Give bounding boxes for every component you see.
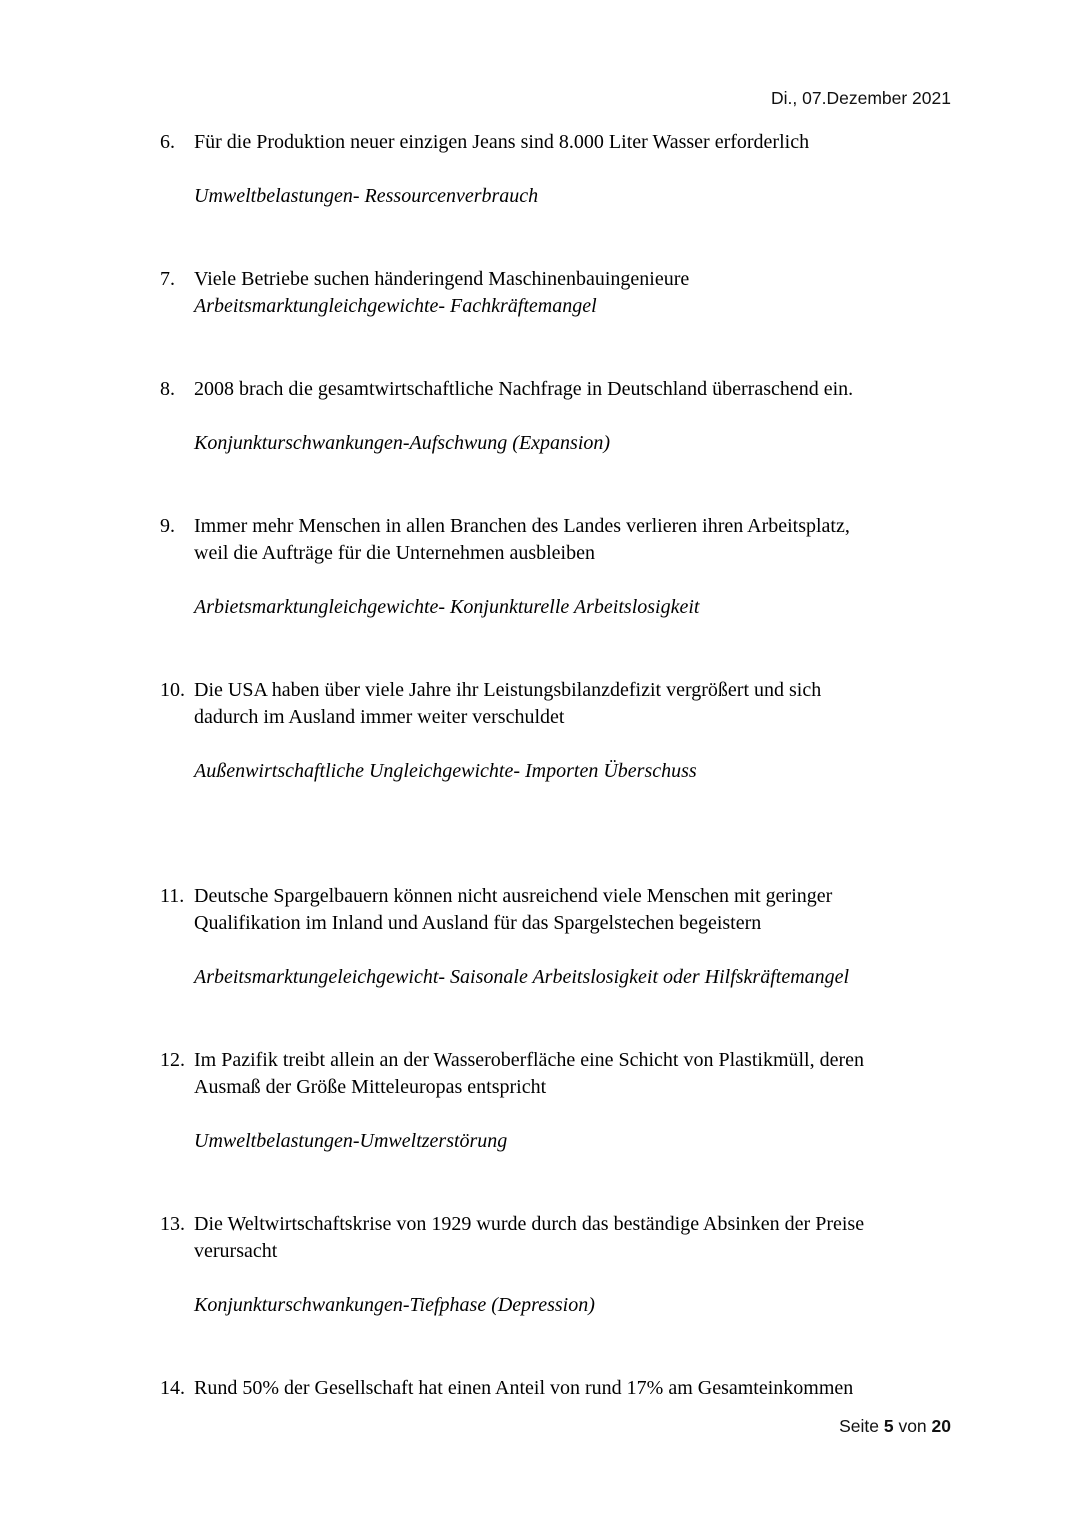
item-question	[194, 266, 960, 293]
item-answer: Außenwirtschaftliche Ungleichgewichte- Importen Überschuss	[194, 760, 697, 782]
current-page-number: 5	[883, 1416, 894, 1436]
item-number: 13.	[160, 1213, 185, 1235]
item-question	[194, 1375, 960, 1402]
item-question	[194, 1211, 960, 1265]
item-answer: Umweltbelastungen-Umweltzerstörung	[194, 1130, 508, 1152]
item-number: 8.	[160, 378, 175, 400]
list-item	[160, 1211, 960, 1319]
page-footer	[839, 1416, 951, 1437]
item-answer: Umweltbelastungen- Ressourcenverbrauch	[194, 185, 539, 207]
footer-separator: von	[898, 1416, 927, 1436]
question-line: dadurch im Ausland immer weiter verschuldet	[194, 706, 565, 728]
list-item	[160, 1047, 960, 1155]
question-line: Rund 50% der Gesellschaft hat einen Anteil von rund 17% am Gesamteinkommen	[194, 1377, 854, 1399]
list-item	[160, 513, 960, 621]
item-question	[194, 129, 960, 156]
item-number: 10.	[160, 679, 185, 701]
list-item	[160, 129, 960, 210]
list-item	[160, 266, 960, 320]
item-question	[194, 1047, 960, 1101]
item-answer: Arbeitsmarktungleichgewichte- Fachkräftemangel	[194, 295, 597, 317]
item-answer: Konjunkturschwankungen-Aufschwung (Expansion)	[194, 432, 611, 454]
question-line: verursacht	[194, 1240, 278, 1262]
item-question	[194, 376, 960, 403]
question-line: Im Pazifik treibt allein an der Wasseroberfläche eine Schicht von Plastikmüll, deren	[194, 1049, 865, 1071]
question-line: Deutsche Spargelbauern können nicht ausreichend viele Menschen mit geringer	[194, 885, 833, 907]
question-line: Immer mehr Menschen in allen Branchen des Landes verlieren ihren Arbeitsplatz,	[194, 515, 850, 537]
list-item	[160, 1375, 960, 1402]
item-number: 9.	[160, 515, 175, 537]
question-line: Viele Betriebe suchen händeringend Maschinenbauingenieure	[194, 268, 690, 290]
header-date: Di., 07.Dezember 2021	[771, 88, 951, 108]
question-line: Für die Produktion neuer einzigen Jeans sind 8.000 Liter Wasser erforderlich	[194, 131, 810, 153]
item-number: 11.	[160, 885, 185, 907]
item-question	[194, 513, 960, 567]
question-line: Die USA haben über viele Jahre ihr Leistungsbilanzdefizit vergrößert und sich	[194, 679, 822, 701]
list-item	[160, 883, 960, 991]
item-answer: Konjunkturschwankungen-Tiefphase (Depression)	[194, 1294, 595, 1316]
question-line: weil die Aufträge für die Unternehmen ausbleiben	[194, 542, 595, 564]
total-pages-number: 20	[931, 1416, 951, 1436]
question-line: 2008 brach die gesamtwirtschaftliche Nachfrage in Deutschland überraschend ein.	[194, 378, 854, 400]
item-number: 14.	[160, 1377, 185, 1399]
question-line: Die Weltwirtschaftskrise von 1929 wurde durch das beständige Absinken der Preise	[194, 1213, 865, 1235]
item-number: 6.	[160, 131, 175, 153]
list-item	[160, 677, 960, 785]
item-question	[194, 883, 960, 937]
item-question	[194, 677, 960, 731]
item-answer: Arbietsmarktungleichgewichte- Konjunkturelle Arbeitslosigkeit	[194, 596, 700, 618]
question-line: Qualifikation im Inland und Ausland für das Spargelstechen begeistern	[194, 912, 762, 934]
footer-prefix: Seite	[839, 1416, 879, 1436]
item-number: 7.	[160, 268, 175, 290]
item-number: 12.	[160, 1049, 185, 1071]
question-line: Ausmaß der Größe Mitteleuropas entspricht	[194, 1076, 547, 1098]
list-item	[160, 376, 960, 457]
item-answer: Arbeitsmarktungeleichgewicht- Saisonale Arbeitslosigkeit oder Hilfskräftemangel	[194, 966, 850, 988]
